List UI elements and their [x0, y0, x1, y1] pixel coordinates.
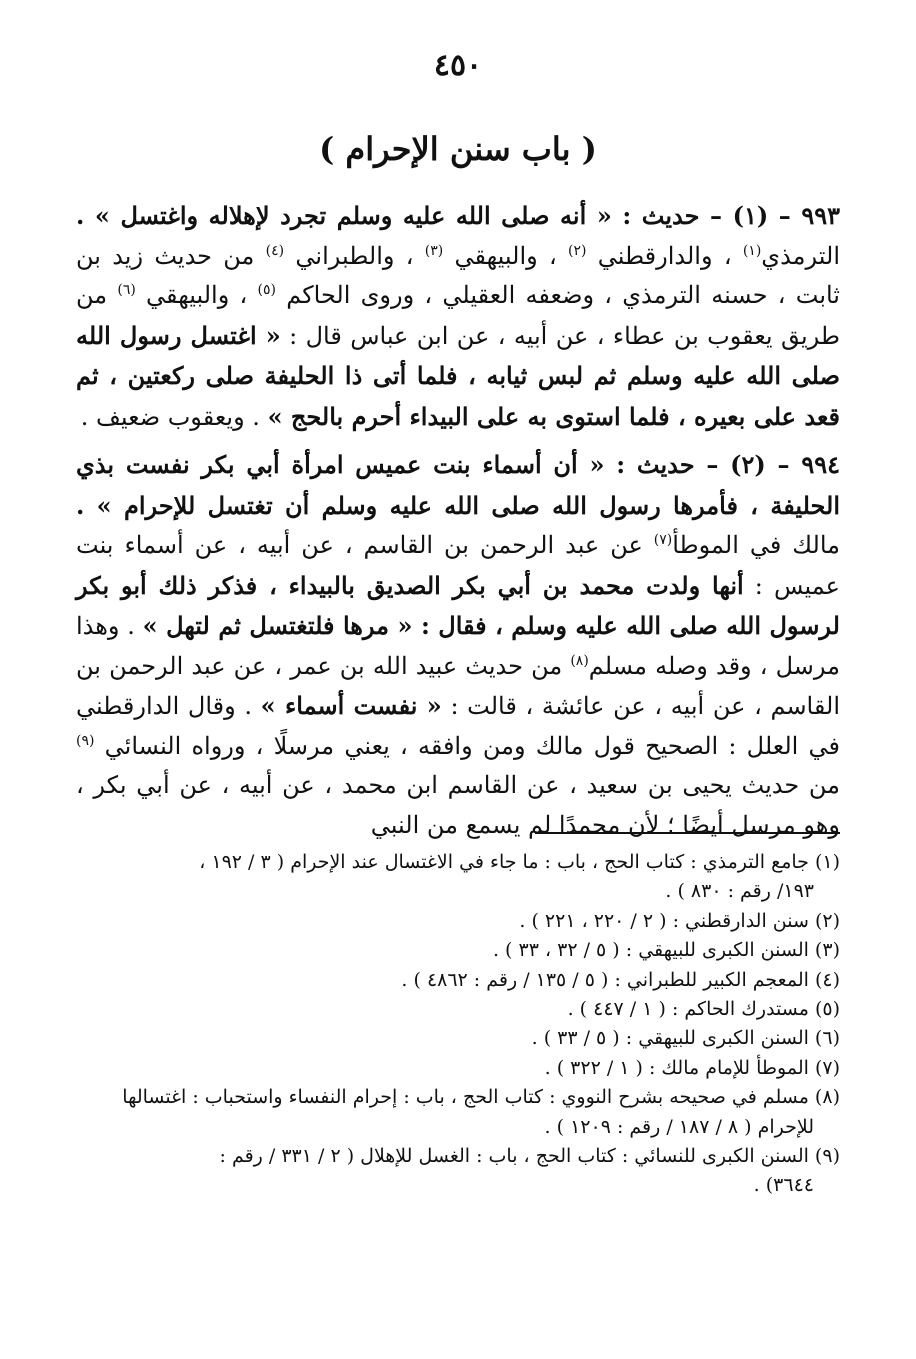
text-segment: من حديث يحيى بن سعيد ، عن القاسم ابن محمد ، عن أبيه ، عن أبي بكر ، وهو مرسل أيضًا ؛ لأن محمدًا لم يسمع من النبي [76, 771, 840, 839]
footnote-ref-9[interactable]: (٩) [76, 732, 95, 749]
footnote-text: (٢) سنن الدارقطني : ( ٢ / ٢٢٠ ، ٢٢١ ) . [519, 909, 840, 932]
hadith-994-lead: ٩٩٤ – (٢) – حديث : « أن أسماء بنت عميس امرأة أبي بكر نفست بذي الحليفة ، فأمرها رسول الله صلى الله عليه وسلم أن تغتسل للإحرام » . [76, 450, 840, 520]
footnote-continuation: للإحرام ( ٨ / ١٨٧ / رقم : ١٢٠٩ ) . [544, 1115, 814, 1138]
footnotes [76, 848, 840, 1201]
footnote-ref-1[interactable]: (١) [742, 242, 762, 259]
text-segment: ، والبيهقي [135, 281, 258, 309]
footnote-continuation: ١٩٣/ رقم : ٨٣٠ ) . [665, 880, 814, 903]
text-segment: عن عبد الرحمن بن القاسم ، عن أبيه ، عن أسماء بنت عميس : [76, 531, 840, 600]
footnote-text: (٩) السنن الكبرى للنسائي : كتاب الحج ، باب : الغسل للإهلال ( ٢ / ٣٣١ / رقم : [219, 1145, 840, 1168]
text-segment: من حديث عبيد الله بن عمر ، عن عبد الرحمن بن القاسم ، عن أبيه ، عن عائشة ، قالت : [76, 651, 840, 720]
footnote-text: (٨) مسلم في صحيحه بشرح النووي : كتاب الحج ، باب : إحرام النفساء واستحباب : اغتسالها [122, 1086, 840, 1109]
footnote-continuation: ٣٦٤٤) . [753, 1174, 814, 1197]
text-segment: . ويعقوب ضعيف . [80, 402, 268, 431]
footnote-text: (٦) السنن الكبرى للبيهقي : ( ٥ / ٣٣ ) . [531, 1027, 840, 1050]
footnote-ref-8[interactable]: (٨) [570, 652, 589, 669]
footnote-4 [76, 966, 840, 995]
footnote-text: (٥) مستدرك الحاكم : ( ١ / ٤٤٧ ) . [567, 998, 840, 1021]
footnote-5 [76, 995, 840, 1024]
text-segment: مالك في الموطأ [672, 531, 840, 559]
footnote-text: (٣) السنن الكبرى للبيهقي : ( ٥ / ٣٢ ، ٣٣ ) . [492, 939, 840, 962]
footnote-6 [76, 1024, 840, 1053]
footnote-8 [76, 1083, 840, 1142]
footnote-2 [76, 907, 840, 936]
footnote-9 [76, 1142, 840, 1201]
hadith-quote: أنها ولدت محمد بن أبي بكر الصديق بالبيداء ، فذكر ذلك أبو بكر لرسول الله صلى الله عليه وسلم ، فقال : « مرها فلتغتسل ثم لتهل » [76, 570, 840, 640]
footnote-3 [76, 936, 840, 965]
main-text [76, 196, 840, 849]
footnote-text: (٧) الموطأ للإمام مالك : ( ١ / ٣٢٢ ) . [544, 1056, 840, 1079]
text-segment: . وهذا مرسل ، وقد وصله مسلم [76, 612, 840, 680]
footnote-text: (١) جامع الترمذي : كتاب الحج ، باب : ما جاء في الاغتسال عند الإحرام ( ٣ / ١٩٢ ، [199, 851, 840, 873]
hadith-993 [76, 196, 840, 437]
text-segment: . وقال الدارقطني في العلل : الصحيح قول مالك ومن وافقه ، يعني مرسلًا ، ورواه النسائي [76, 692, 840, 760]
page-number: ٤٥٠ [433, 48, 483, 83]
text-segment: الترمذي [761, 241, 840, 270]
footnote-1 [76, 848, 840, 907]
text-segment: ، والطبراني [284, 241, 425, 270]
footnote-ref-6[interactable]: (٦) [117, 282, 136, 298]
text-segment: ، والبيهقي [443, 241, 568, 270]
footnote-text: (٤) المعجم الكبير للطبراني : ( ٥ / ١٣٥ / رقم : ٤٨٦٢ ) . [401, 968, 840, 991]
text-segment: ، والدارقطني [586, 241, 743, 270]
hadith-994 [76, 445, 840, 845]
footnote-ref-2[interactable]: (٢) [568, 242, 587, 259]
chapter-title: ( باب سنن الإحرام ) [319, 130, 597, 168]
footnote-ref-4[interactable]: (٤) [265, 242, 285, 259]
footnote-7 [76, 1054, 840, 1083]
footnote-ref-7[interactable]: (٧) [653, 532, 673, 548]
hadith-993-lead: ٩٩٣ – (١) – حديث : « أنه صلى الله عليه وسلم تجرد لإهلاله واغتسل » . [76, 201, 840, 230]
hadith-quote: « نفست أسماء » [260, 691, 442, 720]
footnote-divider [535, 832, 840, 834]
text-segment: من طريق يعقوب بن عطاء ، عن أبيه ، عن ابن عباس قال : [76, 281, 840, 350]
footnote-ref-3[interactable]: (٣) [424, 242, 444, 259]
footnote-ref-5[interactable]: (٥) [257, 282, 276, 298]
hadith-quote: « اغتسل رسول الله صلى الله عليه وسلم ثم لبس ثيابه ، فلما أتى ذا الحليفة صلى ركعتين ، ثم قعد على بعيره ، فلما استوى به على البيداء أحرم بالحج » [76, 320, 840, 431]
text-segment: من حديث زيد بن ثابت ، حسنه الترمذي ، وضعفه العقيلي ، وروى الحاكم [76, 241, 840, 309]
